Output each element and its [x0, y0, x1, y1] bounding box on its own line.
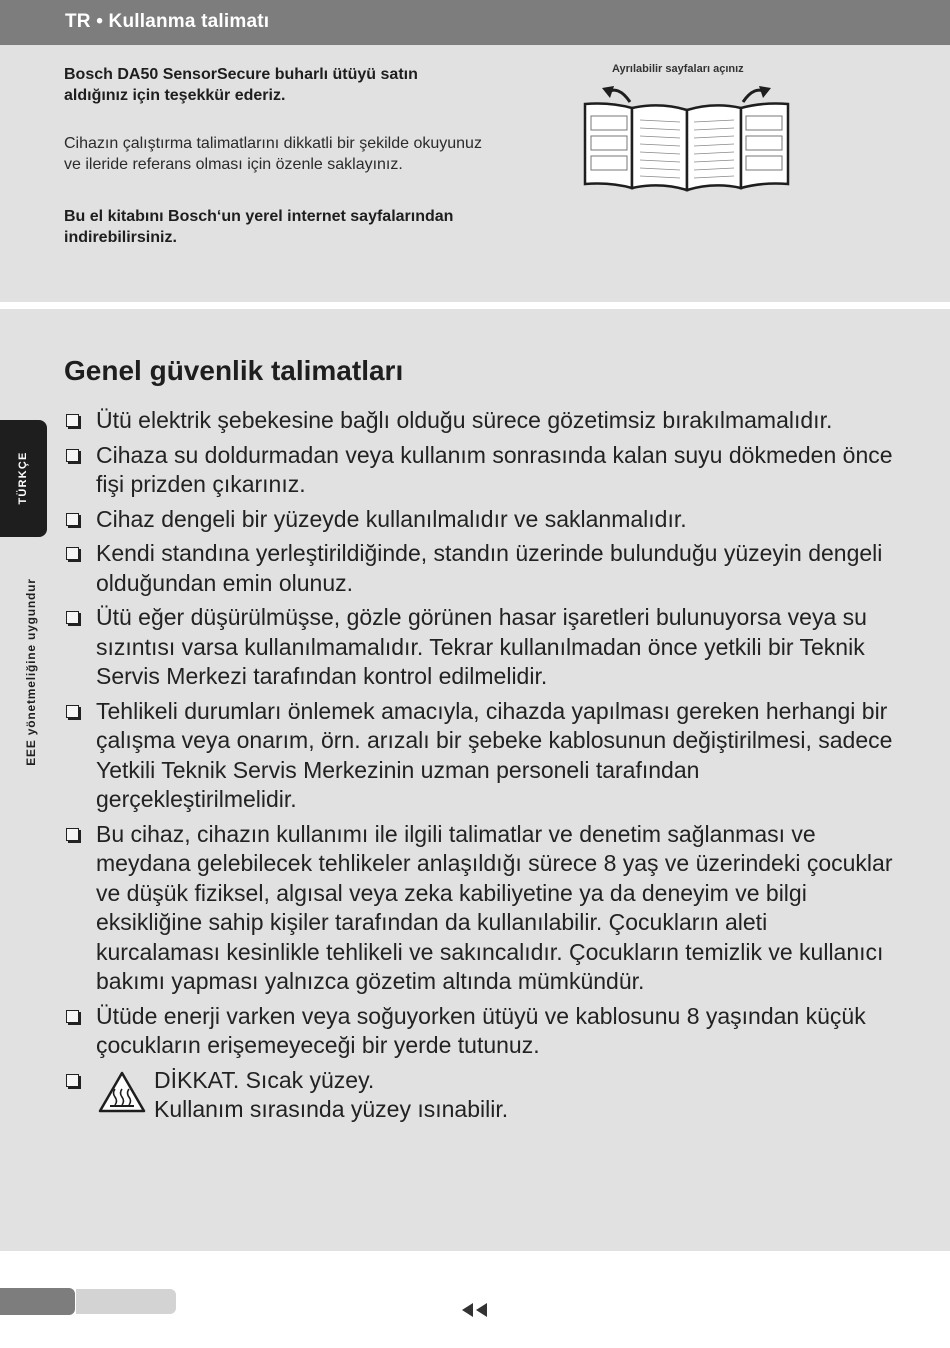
list-item: Ütüde enerji varken veya soğuyorken ütüyü ve kablosunu 8 yaşından küçük çocukların erişemeyeceği bir yerde tutunuz.	[64, 1002, 894, 1061]
thanks-text: Bosch DA50 SensorSecure buharlı ütüyü satın aldığınız için teşekkür ederiz.	[64, 66, 418, 104]
list-item: Cihaza su doldurmadan veya kullanım sonrasında kalan suyu dökmeden önce fişi prizden çıkarınız.	[64, 441, 894, 500]
page-tab-light	[76, 1289, 176, 1314]
page-tab-dark	[0, 1288, 75, 1315]
figure-caption: Ayrılabilir sayfaları açınız	[612, 63, 744, 75]
checkbox-icon	[66, 449, 79, 462]
header-bar	[0, 0, 950, 45]
language-tab-label: TÜRKÇE	[17, 451, 29, 505]
intro-panel	[0, 45, 950, 302]
list-item: Cihaz dengeli bir yüzeyde kullanılmalıdır ve saklanmalıdır.	[64, 505, 894, 535]
list-item: Ütü eğer düşürülmüşse, gözle görünen hasar işaretleri bulunuyorsa veya su sızıntısı varsa kullanılmamalıdır. Tekrar kullanılmadan önce yetkili bir Teknik Servis Merkezi tarafından kontrol edilmelidir.	[64, 603, 894, 692]
list-item: Tehlikeli durumları önlemek amacıyla, cihazda yapılması gereken herhangi bir çalışma veya onarım, örn. arızalı bir şebeke kablosunun değiştirilmesi, sadece Yetkili Teknik Servis Merkezinin uzman personeli tarafından gerçekleştirilmelidir.	[64, 697, 894, 815]
list-item: Ütü elektrik şebekesine bağlı olduğu sürece gözetimsiz bırakılmamalıdır.	[64, 406, 894, 436]
download-note-text: Bu el kitabını Bosch‘un yerel internet sayfalarından indirebilirsiniz.	[64, 208, 454, 246]
checkbox-icon	[66, 513, 79, 526]
checkbox-icon	[66, 1010, 79, 1023]
warning-text: Kullanım sırasında yüzey ısınabilir.	[154, 1096, 509, 1122]
list-item: Bu cihaz, cihazın kullanımı ile ilgili talimatlar ve denetim sağlanması ve meydana gelebilecek tehlikeler anlaşıldığı sürece 8 yaş ve üzerindeki çocuklar ve düşük fiziksel, algısal veya zeka kabiliyetine ya da deneyim ve bilgi eksikliğine sahip kişiler tarafından da kullanılabilir. Çocukların aleti kurcalaması kesinlikle tehlikeli ve sakıncalıdır. Çocukların temizlik ve kullanıcı bakımı yapması yalnızca gözetim altında mümkündür.	[64, 820, 894, 997]
safety-list	[64, 406, 894, 1130]
foldout-booklet-icon	[580, 82, 795, 194]
read-note-text: Cihazın çalıştırma talimatlarını dikkatli bir şekilde okuyunuz ve ileride referans olması için özenle saklayınız.	[64, 135, 482, 173]
checkbox-icon	[66, 705, 79, 718]
eee-compliance-note: EEE yönetmeliğine uygundur	[24, 578, 38, 766]
checkbox-icon	[66, 1074, 79, 1087]
warning-item	[64, 1066, 894, 1125]
checkbox-icon	[66, 547, 79, 560]
checkbox-icon	[66, 611, 79, 624]
language-tab	[0, 420, 47, 537]
section-heading: Genel güvenlik talimatları	[64, 355, 404, 386]
header-title: TR • Kullanma talimatı	[65, 11, 270, 32]
double-left-arrow-icon[interactable]	[461, 1302, 489, 1318]
safety-section	[0, 309, 950, 1251]
hot-surface-warning-icon	[97, 1070, 147, 1114]
checkbox-icon	[66, 828, 79, 841]
checkbox-icon	[66, 414, 79, 427]
warning-title: DİKKAT. Sıcak yüzey.	[154, 1066, 375, 1093]
list-item: Kendi standına yerleştirildiğinde, standın üzerinde bulunduğu yüzeyin dengeli olduğundan emin olunuz.	[64, 539, 894, 598]
